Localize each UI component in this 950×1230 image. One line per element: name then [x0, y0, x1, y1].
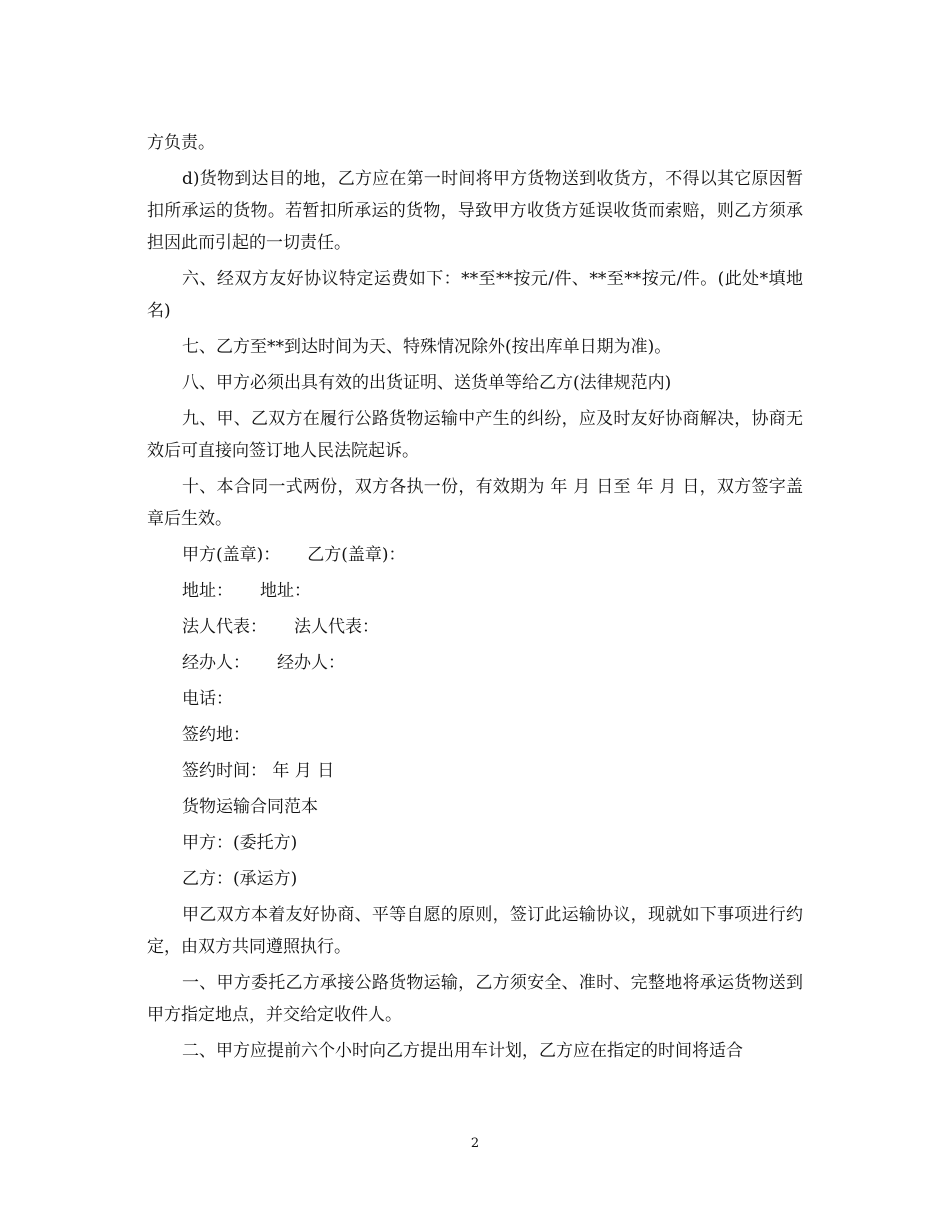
signature-line-legal-rep: 法人代表： 法人代表：: [182, 617, 380, 637]
signature-line-phone: 电话：: [182, 689, 233, 709]
paragraph-2: 六、经双方友好协议特定运费如下：**至**按元/件、**至**按元/件。(此处*填地名): [147, 269, 803, 321]
paragraph-18: 一、甲方委托乙方承接公路货物运输，乙方须安全、准时、完整地将承运货物送到甲方指定地点，并交给定收件人。: [147, 973, 803, 1025]
page-number: 2: [470, 1136, 480, 1151]
paragraph-17: 甲乙双方本着友好协商、平等自愿的原则，签订此运输协议，现就如下事项进行约定，由双方共同遵照执行。: [147, 905, 803, 957]
signature-line-handler: 经办人： 经办人：: [182, 653, 346, 673]
paragraph-6: 十、本合同一式两份，双方各执一份，有效期为 年 月 日至 年 月 日，双方签字盖章后生效。: [147, 477, 803, 529]
signature-line-address: 地址： 地址：: [182, 581, 312, 601]
signature-line-place: 签约地：: [182, 725, 250, 745]
paragraph-3: 七、乙方至**到达时间为天、特殊情况除外(按出库单日期为准)。: [182, 337, 672, 357]
paragraph-4: 八、甲方必须出具有效的出货证明、送货单等给乙方(法律规范内): [182, 373, 672, 393]
paragraph-1: d)货物到达目的地，乙方应在第一时间将甲方货物送到收货方，不得以其它原因暂扣所承运的货物。若暂扣所承运的货物，导致甲方收货方延误收货而索赔，则乙方须承担因此而引起的一切责任。: [147, 169, 803, 253]
document-body: [147, 127, 803, 1071]
party-b-line: 乙方：(承运方): [182, 869, 298, 889]
party-a-line: 甲方：(委托方): [182, 833, 298, 853]
signature-line-party-seal: 甲方(盖章)： 乙方(盖章)：: [182, 545, 406, 565]
signature-line-date: 签约时间： 年 月 日: [182, 761, 335, 781]
paragraph-19: 二、甲方应提前六个小时向乙方提出用车计划，乙方应在指定的时间将适合: [182, 1041, 743, 1061]
contract-title: 货物运输合同范本: [182, 797, 318, 817]
paragraph-0: 方负责。: [147, 133, 215, 153]
paragraph-5: 九、甲、乙双方在履行公路货物运输中产生的纠纷，应及时友好协商解决，协商无效后可直接向签订地人民法院起诉。: [147, 409, 803, 461]
